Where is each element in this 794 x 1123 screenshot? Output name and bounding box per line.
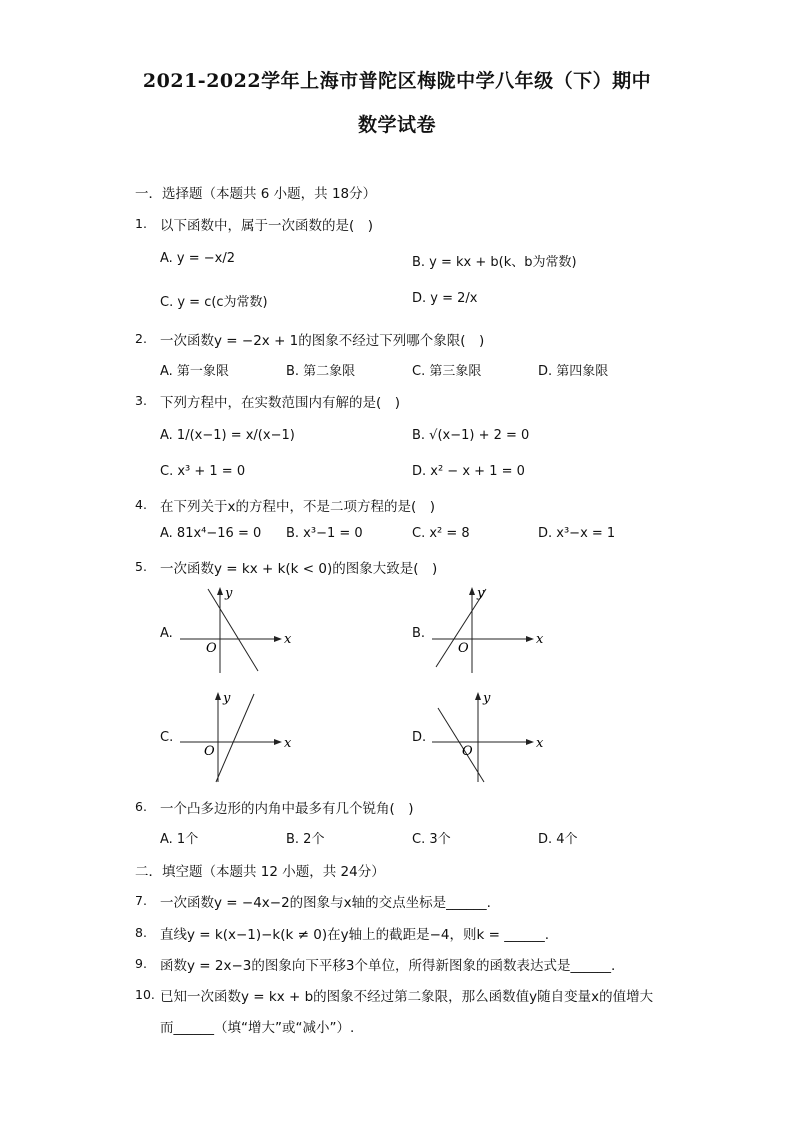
x-axis-label: x [284, 736, 292, 751]
graph-option-c [180, 690, 300, 790]
option-d: D. x² − x + 1 = 0 [412, 464, 525, 479]
option-c: C. x³ + 1 = 0 [160, 464, 246, 479]
question-stem: 一次函数y = −2x + 1的图象不经过下列哪个象限( ) [160, 333, 485, 349]
y-axis-label: y [223, 691, 231, 706]
question-stem: 在下列关于x的方程中，不是二项方程的是( ) [160, 499, 436, 515]
option-d: D. y = 2/x [412, 291, 478, 306]
question-stem-continued: 而______（填“增大”或“减小”）. [160, 1020, 355, 1036]
origin-label: O [204, 744, 215, 759]
option-c: C. 第三象限 [412, 364, 482, 379]
question-stem: 下列方程中，在实数范围内有解的是( ) [160, 395, 401, 411]
option-d: D. 第四象限 [538, 364, 609, 379]
question-stem: 一次函数y = kx + k(k < 0)的图象大致是( ) [160, 561, 438, 577]
question-number: 8. [135, 925, 147, 940]
graph-option-d [432, 690, 552, 790]
x-axis-label: x [536, 736, 544, 751]
option-a: A. y = −x/2 [160, 251, 236, 266]
x-axis-label: x [536, 632, 544, 647]
question-stem: 以下函数中，属于一次函数的是( ) [160, 218, 374, 234]
y-axis-label: y [225, 586, 233, 601]
option-a: A. 1/(x−1) = x/(x−1) [160, 428, 295, 443]
option-d: D. [412, 730, 427, 745]
option-a: A. 第一象限 [160, 364, 229, 379]
question-stem: 一次函数y = −4x−2的图象与x轴的交点坐标是______. [160, 895, 491, 911]
option-b: B. [412, 626, 426, 641]
graph-option-b [432, 585, 552, 679]
section-heading-choice: 一．选择题（本题共 6 小题，共 18分） [135, 186, 377, 202]
question-stem: 直线y = k(x−1)−k(k ≠ 0)在y轴上的截距是−4，则k = ______. [160, 927, 549, 943]
question-number: 9. [135, 956, 147, 971]
origin-label: O [206, 641, 217, 656]
question-number: 6. [135, 799, 147, 814]
question-stem: 函数y = 2x−3的图象向下平移3个单位，所得新图象的函数表达式是______. [160, 958, 616, 974]
question-number: 1. [135, 216, 147, 231]
option-b: B. x³−1 = 0 [286, 526, 363, 541]
origin-label: O [458, 641, 469, 656]
question-number: 7. [135, 893, 147, 908]
option-d: D. 4个 [538, 832, 578, 847]
origin-label: O [462, 744, 473, 759]
option-a: A. [160, 626, 173, 641]
option-b: B. 2个 [286, 832, 325, 847]
option-b: B. √(x−1) + 2 = 0 [412, 428, 530, 443]
question-number: 10. [135, 987, 155, 1002]
x-axis-label: x [284, 632, 292, 647]
section-heading-fill: 二．填空题（本题共 12 小题，共 24分） [135, 864, 385, 880]
question-stem: 已知一次函数y = kx + b的图象不经过第二象限，那么函数值y随自变量x的值增大 [160, 989, 654, 1005]
exam-title-line2: 数学试卷 [357, 114, 436, 136]
option-c: C. [160, 730, 174, 745]
question-number: 2. [135, 331, 147, 346]
graph-option-a [180, 585, 300, 679]
option-b: B. y = kx + b(k、b为常数) [412, 255, 577, 270]
question-number: 5. [135, 559, 147, 574]
option-a: A. 81x⁴−16 = 0 [160, 526, 262, 541]
option-c: C. y = c(c为常数) [160, 295, 268, 310]
option-c: C. x² = 8 [412, 526, 470, 541]
y-axis-label: y [483, 691, 491, 706]
option-b: B. 第二象限 [286, 364, 356, 379]
question-number: 4. [135, 497, 147, 512]
option-a: A. 1个 [160, 832, 199, 847]
option-c: C. 3个 [412, 832, 451, 847]
question-stem: 一个凸多边形的内角中最多有几个锐角( ) [160, 801, 414, 817]
y-axis-label: y [477, 586, 485, 601]
option-d: D. x³−x = 1 [538, 526, 616, 541]
exam-title-line1: 2021-2022学年上海市普陀区梅陇中学八年级（下）期中 [142, 70, 652, 92]
question-number: 3. [135, 393, 147, 408]
